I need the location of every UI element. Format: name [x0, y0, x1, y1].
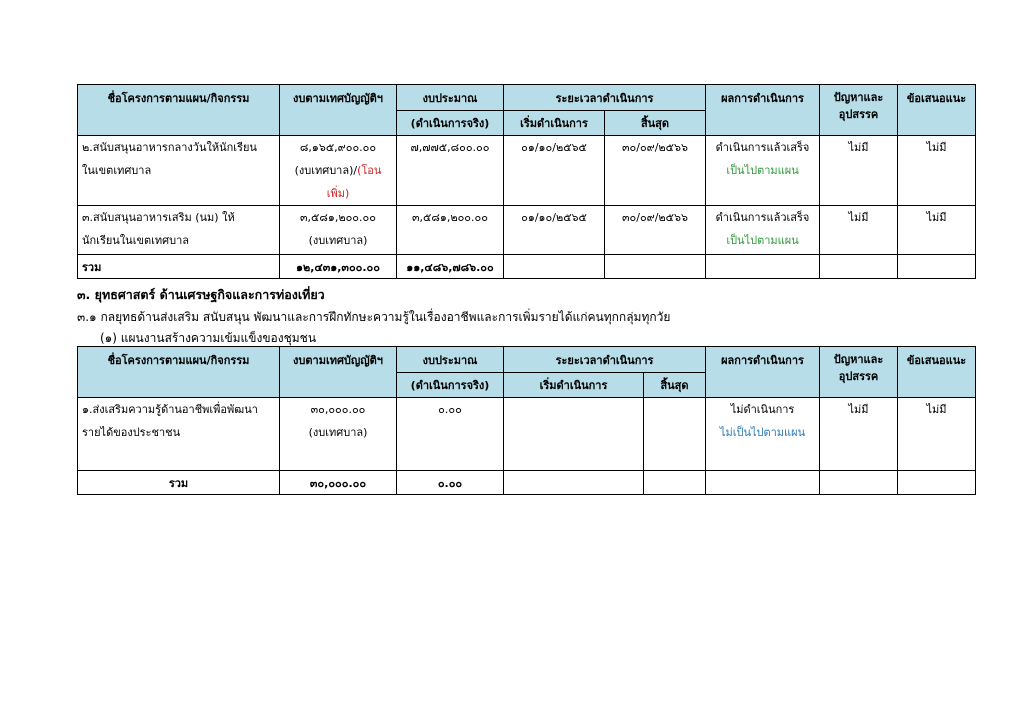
header-problem — [820, 85, 898, 136]
budget-value: ๓,๕๘๑,๒๐๐.๐๐ — [300, 211, 376, 224]
header-suggest: ข้อเสนอแนะ — [898, 347, 976, 398]
empty-cell — [898, 255, 976, 279]
result-cell — [706, 136, 820, 206]
budget-cell — [280, 136, 397, 206]
budget-value: ๓๐,๐๐๐.๐๐ — [310, 403, 366, 416]
budget-transfer-text: (โอนเพิ่ม) — [326, 164, 382, 200]
budget-cell — [280, 398, 397, 471]
header-end: สิ้นสุด — [605, 111, 706, 136]
empty-cell — [605, 255, 706, 279]
approach-heading: ๓.๑ กลยุทธด้านส่งเสริม สนับสนุน พัฒนาและการฝึกทักษะความรู้ในเรื่องอาชีพและการเพิ่มรายได้แก่คนทุกกลุ่มทุกวัย — [77, 310, 671, 324]
table-row — [78, 136, 976, 206]
suggest-text: ไม่มี — [926, 141, 947, 154]
header-result: ผลการดำเนินการ — [706, 347, 820, 398]
actual-cell — [397, 136, 504, 206]
empty-cell — [820, 471, 898, 495]
header-problem-line2: อุปสรรค — [838, 108, 879, 121]
project-name-line2: รายได้ของประชาชน — [82, 426, 181, 439]
status-text: เป็นไปตามแผน — [726, 234, 799, 247]
header-suggest: ข้อเสนอแนะ — [898, 85, 976, 136]
empty-cell — [504, 471, 644, 495]
plan-heading: (๑) แผนงานสร้างความเข้มแข็งของชุมชน — [100, 331, 317, 345]
header-budget-actual: งบประมาณ — [397, 85, 504, 111]
actual-cell — [397, 398, 504, 471]
budget-cell — [280, 206, 397, 255]
status-text: เป็นไปตามแผน — [726, 164, 799, 177]
header-problem-line1: ปัญหาและ — [833, 353, 884, 366]
actual-value: ๓,๕๘๑,๒๐๐.๐๐ — [412, 211, 488, 224]
suggest-text: ไม่มี — [926, 211, 947, 224]
project-name — [78, 136, 280, 206]
result-text: ดำเนินการแล้วเสร็จ — [715, 141, 810, 154]
result-cell — [706, 398, 820, 471]
end-date: ๓๐/๐๙/๒๕๖๖ — [622, 211, 688, 224]
actual-value: ๐.๐๐ — [438, 403, 462, 416]
start-cell — [504, 398, 644, 471]
problem-text: ไม่มี — [848, 141, 869, 154]
header-period: ระยะเวลาดำเนินการ — [504, 85, 706, 111]
start-cell — [504, 136, 605, 206]
project-name — [78, 206, 280, 255]
problem-cell — [820, 206, 898, 255]
table-row — [78, 206, 976, 255]
projects-table-1 — [77, 84, 976, 279]
total-budget: ๑๒,๔๓๑,๓๐๐.๐๐ — [280, 255, 397, 279]
header-result: ผลการดำเนินการ — [706, 85, 820, 136]
result-text: ไม่ดำเนินการ — [730, 403, 795, 416]
project-name-line1: ๑.ส่งเสริมความรู้ด้านอาชีพเพื่อพัฒนา — [82, 403, 258, 416]
end-cell — [644, 398, 706, 471]
total-row — [78, 255, 976, 279]
actual-cell — [397, 206, 504, 255]
result-cell — [706, 206, 820, 255]
header-budget-actual: งบประมาณ — [397, 347, 504, 373]
header-problem-line2: อุปสรรค — [838, 370, 879, 383]
suggest-cell — [898, 398, 976, 471]
header-problem-line1: ปัญหาและ — [833, 91, 884, 104]
total-label: รวม — [78, 255, 280, 279]
header-budget-plan: งบตามเทศบัญญัติฯ — [280, 85, 397, 136]
total-actual: ๐.๐๐ — [397, 471, 504, 495]
header-start: เริ่มดำเนินการ — [504, 111, 605, 136]
total-budget: ๓๐,๐๐๐.๐๐ — [280, 471, 397, 495]
budget-value: ๘,๑๖๕,๙๐๐.๐๐ — [299, 141, 377, 154]
header-end: สิ้นสุด — [644, 373, 706, 398]
total-label: รวม — [78, 471, 280, 495]
problem-cell — [820, 398, 898, 471]
budget-source — [284, 159, 392, 205]
header-start: เริ่มดำเนินการ — [504, 373, 644, 398]
budget-source-text: (งบเทศบาล) — [308, 234, 368, 247]
total-actual: ๑๑,๔๘๖,๗๘๖.๐๐ — [397, 255, 504, 279]
end-cell — [605, 136, 706, 206]
projects-table-2 — [77, 346, 976, 495]
empty-cell — [504, 255, 605, 279]
suggest-cell — [898, 206, 976, 255]
problem-text: ไม่มี — [848, 403, 869, 416]
project-name-line1: ๓.สนับสนุนอาหารเสริม (นม) ให้ — [82, 211, 235, 224]
suggest-text: ไม่มี — [926, 403, 947, 416]
total-row — [78, 471, 976, 495]
end-cell — [605, 206, 706, 255]
header-budget-plan: งบตามเทศบัญญัติฯ — [280, 347, 397, 398]
result-text: ดำเนินการแล้วเสร็จ — [715, 211, 810, 224]
header-period: ระยะเวลาดำเนินการ — [504, 347, 706, 373]
empty-cell — [644, 471, 706, 495]
budget-source-text: (งบเทศบาล) — [308, 426, 368, 439]
project-name-line2: นักเรียนในเขตเทศบาล — [82, 234, 190, 247]
status-text: ไม่เป็นไปตามแผน — [719, 426, 806, 439]
problem-cell — [820, 136, 898, 206]
start-date: ๐๑/๑๐/๒๕๖๕ — [521, 141, 587, 154]
project-name — [78, 398, 280, 471]
end-date: ๓๐/๐๙/๒๕๖๖ — [622, 141, 688, 154]
header-problem — [820, 347, 898, 398]
project-name-line1: ๒.สนับสนุนอาหารกลางวันให้นักเรียน — [82, 141, 257, 154]
budget-source-text: (งบเทศบาล)/ — [294, 164, 358, 177]
header-budget-actual-sub: (ดำเนินการจริง) — [397, 111, 504, 136]
actual-value: ๗,๗๗๕,๘๐๐.๐๐ — [410, 141, 490, 154]
header-project: ชื่อโครงการตามแผน/กิจกรรม — [78, 85, 280, 136]
empty-cell — [820, 255, 898, 279]
table-row — [78, 398, 976, 471]
project-name-line2: ในเขตเทศบาล — [82, 164, 152, 177]
strategy-heading: ๓. ยุทธศาสตร์ ด้านเศรษฐกิจและการท่องเที่ยว — [77, 287, 325, 302]
empty-cell — [706, 255, 820, 279]
empty-cell — [898, 471, 976, 495]
start-date: ๐๑/๑๐/๒๕๖๕ — [521, 211, 587, 224]
header-project: ชื่อโครงการตามแผน/กิจกรรม — [78, 347, 280, 398]
problem-text: ไม่มี — [848, 211, 869, 224]
start-cell — [504, 206, 605, 255]
suggest-cell — [898, 136, 976, 206]
header-budget-actual-sub: (ดำเนินการจริง) — [397, 373, 504, 398]
empty-cell — [706, 471, 820, 495]
